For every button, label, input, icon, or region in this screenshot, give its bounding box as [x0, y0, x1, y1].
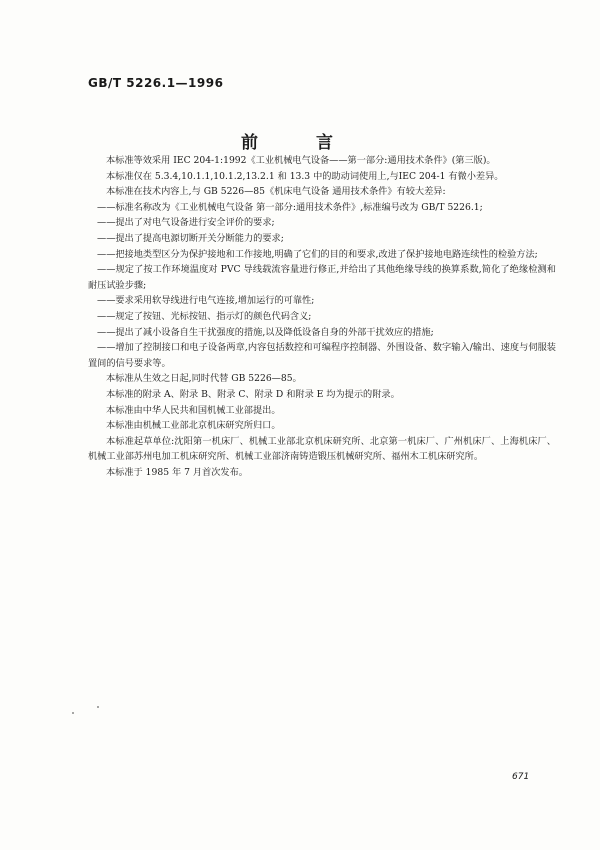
dash-list-item: ——要求采用软导线进行电气连接,增加运行的可靠性;	[97, 295, 315, 307]
dash-list-item: ——提出了对电气设备进行安全评价的要求;	[97, 217, 275, 229]
dash-list-item: ——标准名称改为《工业机械电气设备 第一部分:通用技术条件》,标准编号改为 GB/T 5226.1;	[97, 201, 483, 213]
dash-list-item: ——增加了控制接口和电子设备两章,内容包括数控和可编程序控制器、外围设备、数字输入/输出、速度与伺服装置间的信号要求等。	[88, 342, 556, 369]
paragraph: 本标准由机械工业部北京机床研究所归口。	[106, 420, 281, 432]
dash-list-item: ——提出了提高电源切断开关分断能力的要求;	[97, 232, 284, 244]
paragraph: 本标准从生效之日起,同时代替 GB 5226—85。	[106, 373, 302, 385]
paragraph: 本标准于 1985 年 7 月首次发布。	[106, 466, 248, 478]
dash-list-item: ——规定了按工作环境温度对 PVC 导线载流容量进行修正,并给出了其他绝缘导线的换算系数,简化了绝缘检测和耐压试验步骤;	[88, 264, 556, 291]
paragraph: 本标准在技术内容上,与 GB 5226—85《机床电气设备 通用技术条件》有较大差异:	[106, 186, 446, 198]
standard-code: GB/T 5226.1—1996	[88, 76, 224, 90]
dash-list-item: ——把接地类型区分为保护接地和工作接地,明确了它们的目的和要求,改进了保护接地电路连续性的检验方法;	[97, 248, 538, 260]
dash-list-item: ——规定了按钮、光标按钮、指示灯的颜色代码含义;	[97, 310, 312, 322]
scan-speck	[97, 706, 99, 708]
paragraph: 本标准的附录 A、附录 B、附录 C、附录 D 和附录 E 均为提示的附录。	[106, 388, 400, 400]
paragraph: 本标准仅在 5.3.4,10.1.1,10.1.2,13.2.1 和 13.3 中的助动词使用上,与IEC 204-1 有微小差异。	[106, 170, 504, 182]
page-number: 671	[512, 772, 530, 782]
foreword-body	[88, 153, 556, 480]
paragraph: 本标准起草单位:沈阳第一机床厂、机械工业部北京机床研究所、北京第一机床厂、广州机床厂、上海机床厂、机械工业部苏州电加工机床研究所、机械工业部济南铸造锻压机械研究所、福州木工机床研究所。	[88, 435, 556, 463]
scan-speck	[72, 712, 74, 714]
page-title: 前 言	[241, 133, 359, 153]
paragraph: 本标准等效采用 IEC 204-1:1992《工业机械电气设备——第一部分:通用技术条件》(第三版)。	[106, 155, 496, 166]
dash-list-item: ——提出了减小设备自生干扰强度的措施,以及降低设备自身的外部干扰效应的措施;	[97, 326, 434, 338]
paragraph: 本标准由中华人民共和国机械工业部提出。	[106, 404, 281, 416]
